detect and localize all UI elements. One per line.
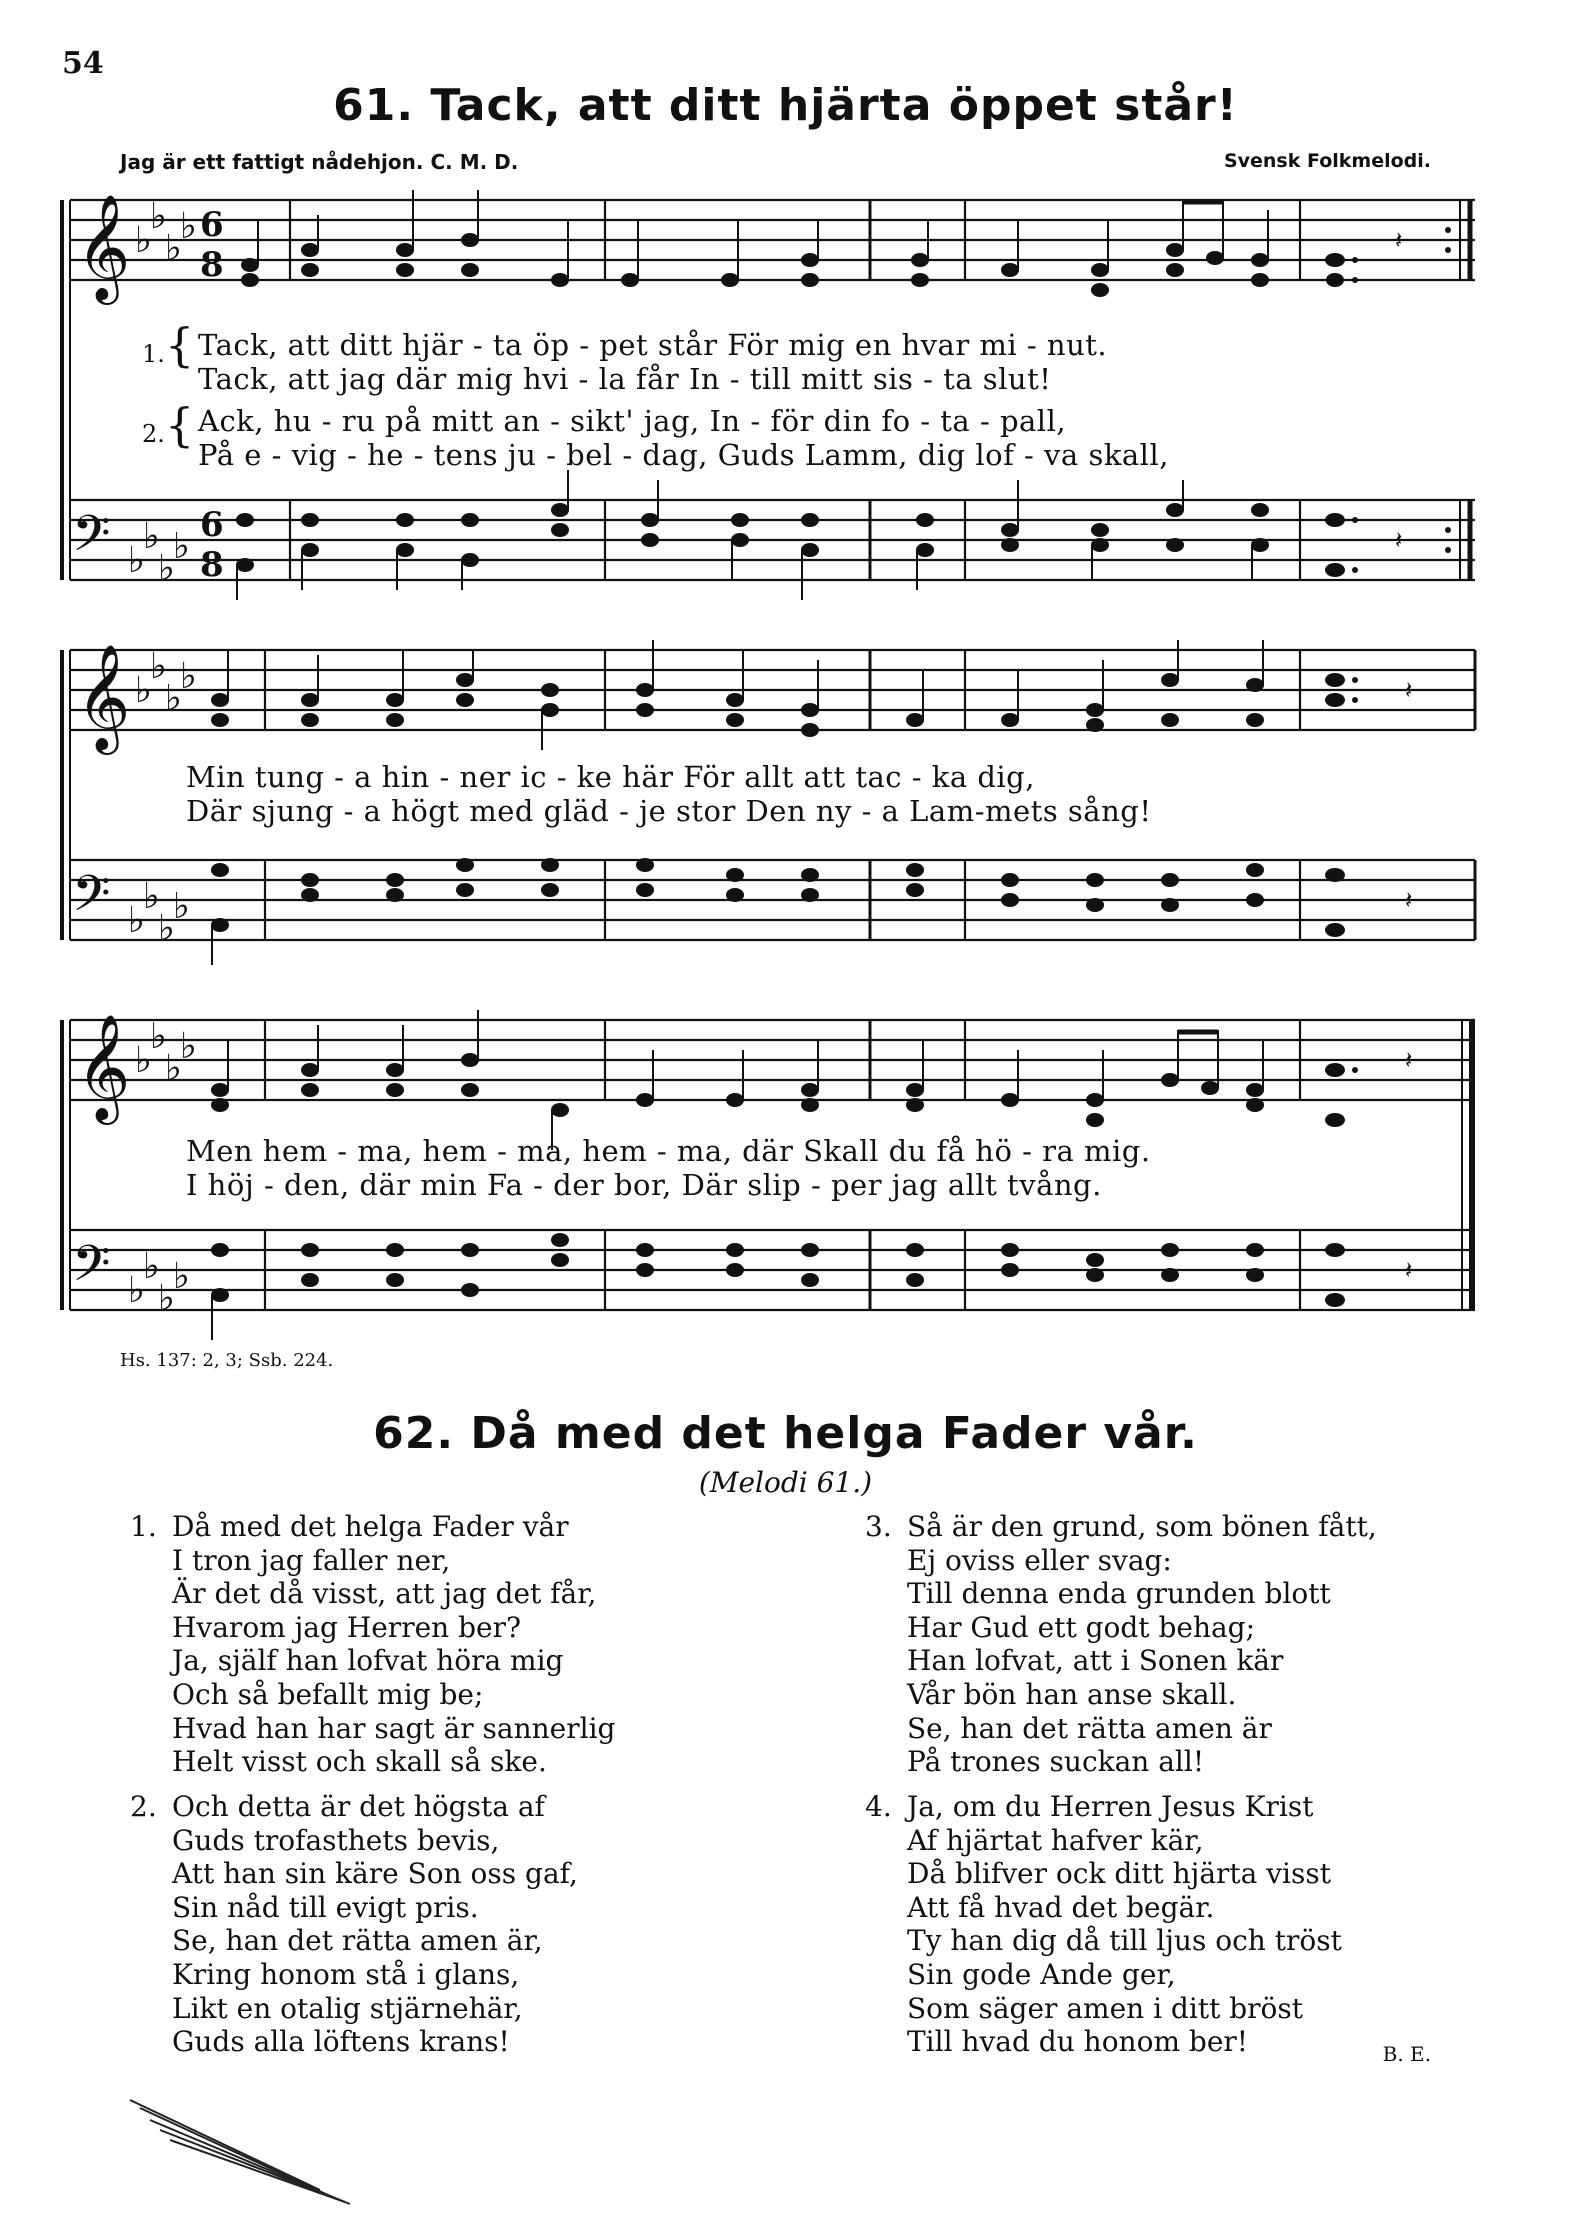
- svg-text:♭: ♭: [173, 526, 190, 567]
- svg-text:𝄢: 𝄢: [72, 865, 111, 935]
- verse-text: [172, 1510, 615, 1779]
- verse-line: Ja, själf han lofvat höra mig: [172, 1644, 564, 1678]
- svg-text:♭: ♭: [128, 1270, 145, 1311]
- time-signature-bass: [200, 505, 224, 585]
- bass-clef-icon: [72, 865, 111, 935]
- verse-text: [907, 1510, 1377, 1779]
- treble-staff-lines: [70, 1020, 1475, 1100]
- verse-line: Är det då visst, att jag det får,: [172, 1577, 597, 1611]
- verse-line: På trones suckan all!: [907, 1745, 1205, 1779]
- lyric-line: På e - vig - he - tens ju - bel - dag, Guds Lamm, dig lof - va skall,: [198, 438, 1169, 472]
- svg-text:♭: ♭: [173, 1256, 190, 1297]
- verse-line: Han lofvat, att i Sonen kär: [907, 1644, 1284, 1678]
- verse-line: Så är den grund, som bönen fått,: [907, 1510, 1377, 1543]
- scan-smudge: [120, 2090, 360, 2210]
- verse-line: Att få hvad det begär.: [907, 1890, 1215, 1924]
- svg-text:𝄽: 𝄽: [1395, 526, 1403, 554]
- bass-clef-icon: [72, 1235, 111, 1305]
- lyric-line: Ack, hu - ru på mitt an - sikt' jag, In - för din fo - ta - pall,: [198, 404, 1067, 438]
- hymn-61-tune-reference: Jag är ett fattigt nådehjon. C. M. D.: [120, 150, 519, 174]
- bass-clef-icon: [72, 505, 111, 575]
- verse-line: Guds alla löftens krans!: [172, 2025, 510, 2059]
- svg-text:♭: ♭: [150, 1016, 167, 1057]
- verse-line: Ja, om du Herren Jesus Krist: [907, 1790, 1314, 1823]
- svg-text:♭: ♭: [180, 656, 197, 697]
- key-signature-flats-treble: [135, 1016, 197, 1089]
- bass-staff-lines: [70, 860, 1475, 940]
- verse-line: Se, han det rätta amen är,: [172, 1924, 543, 1958]
- lyric-line: Tack, att ditt hjär - ta öp - pet står För mig en hvar mi - nut.: [198, 328, 1108, 362]
- verse-line: Ty han dig då till ljus och tröst: [907, 1924, 1342, 1958]
- verse-text: [172, 1790, 578, 2059]
- treble-clef-icon: [76, 643, 130, 755]
- treble-clef-icon: [76, 193, 130, 305]
- svg-text:♭: ♭: [173, 886, 190, 927]
- verse-line: Och så befallt mig be;: [172, 1677, 484, 1711]
- bass-staff-lines: [70, 1230, 1475, 1310]
- verse-number: 2.: [130, 1790, 157, 1823]
- verse-line: Att han sin käre Son oss gaf,: [172, 1857, 578, 1891]
- svg-text:6: 6: [200, 505, 224, 545]
- time-signature-treble: [200, 205, 224, 285]
- verse-line: Till hvad du honom ber!: [907, 2025, 1249, 2059]
- svg-text:𝄢: 𝄢: [72, 1235, 111, 1305]
- verse-line: Då blifver ock ditt hjärta visst: [907, 1857, 1332, 1891]
- verse-line: I tron jag faller ner,: [172, 1543, 451, 1577]
- lyric-line: Min tung - a hin - ner ic - ke här För allt att tac - ka dig,: [186, 760, 1035, 794]
- svg-text:8: 8: [200, 245, 224, 285]
- key-signature-flats-treble: [135, 196, 197, 269]
- svg-text:♭: ♭: [128, 540, 145, 581]
- svg-text:𝄽: 𝄽: [1405, 886, 1413, 914]
- verse-line: Sin gode Ande ger,: [907, 1957, 1176, 1991]
- verse-line: Kring honom stå i glans,: [172, 1957, 520, 1991]
- lyric-line: Tack, att jag där mig hvi - la får In - till mitt sis - ta slut!: [198, 362, 1052, 396]
- hymn-61-cross-reference: Hs. 137: 2, 3; Ssb. 224.: [120, 1350, 334, 1371]
- bass-notes: [211, 858, 1412, 965]
- treble-staff-lines: [70, 650, 1475, 730]
- svg-text:♭: ♭: [143, 876, 160, 917]
- svg-text:𝄞: 𝄞: [76, 1013, 131, 1120]
- svg-text:♭: ♭: [158, 908, 175, 949]
- key-signature-flats-bass: [128, 876, 190, 949]
- verse-line: Som säger amen i ditt bröst: [907, 1991, 1304, 2025]
- treble-staff-lines: [70, 200, 1475, 280]
- verse-line: Till denna enda grunden blott: [907, 1577, 1331, 1611]
- svg-text:𝄽: 𝄽: [1405, 1256, 1413, 1284]
- svg-text:♭: ♭: [165, 1048, 182, 1089]
- treble-clef-icon: [76, 1013, 130, 1125]
- svg-text:♭: ♭: [135, 220, 152, 261]
- verse-line: Af hjärtat hafver kär,: [907, 1823, 1204, 1857]
- verse-number: 3.: [865, 1510, 892, 1543]
- key-signature-flats-bass: [128, 516, 190, 589]
- svg-text:♭: ♭: [143, 1246, 160, 1287]
- svg-text:♭: ♭: [180, 1026, 197, 1067]
- verse-line: Guds trofasthets bevis,: [172, 1823, 500, 1857]
- verse-line: Hvarom jag Herren ber?: [172, 1610, 521, 1644]
- hymn-62-title: 62. Då med det helga Fader vår.: [373, 1408, 1198, 1459]
- key-signature-flats-treble: [135, 646, 197, 719]
- treble-notes: [211, 640, 1412, 750]
- svg-text:♭: ♭: [150, 646, 167, 687]
- verse-number: 4.: [865, 1790, 892, 1823]
- hymn-61-melody-source: Svensk Folkmelodi.: [1223, 150, 1431, 172]
- svg-text:8: 8: [200, 545, 224, 585]
- verse-line: Vår bön han anse skall.: [907, 1677, 1237, 1711]
- svg-text:♭: ♭: [143, 516, 160, 557]
- svg-text:♭: ♭: [180, 206, 197, 247]
- hymn-62-melody-note: (Melodi 61.): [698, 1466, 873, 1499]
- svg-text:𝄢: 𝄢: [72, 505, 111, 575]
- svg-text:♭: ♭: [158, 548, 175, 589]
- key-signature-flats-bass: [128, 1246, 190, 1319]
- svg-text:♭: ♭: [165, 678, 182, 719]
- verse-number: 1.: [130, 1510, 157, 1543]
- page-number: 54: [62, 46, 104, 81]
- verse-line: Har Gud ett godt behag;: [907, 1610, 1256, 1644]
- svg-text:𝄽: 𝄽: [1405, 1046, 1413, 1074]
- verse-line: Sin nåd till evigt pris.: [172, 1890, 479, 1924]
- svg-text:𝄞: 𝄞: [76, 193, 131, 300]
- verse-line: Ej oviss eller svag:: [907, 1543, 1172, 1577]
- verse-line: Och detta är det högsta af: [172, 1790, 545, 1823]
- svg-text:♭: ♭: [158, 1278, 175, 1319]
- lyric-line: Men hem - ma, hem - ma, hem - ma, där Skall du få hö - ra mig.: [186, 1134, 1151, 1168]
- svg-text:𝄞: 𝄞: [76, 643, 131, 750]
- lyric-line: Där sjung - a högt med gläd - je stor Den ny - a Lam-mets sång!: [186, 794, 1152, 828]
- svg-text:♭: ♭: [150, 196, 167, 237]
- svg-text:♭: ♭: [128, 900, 145, 941]
- verse-text: [907, 1790, 1342, 2059]
- verse-line: Helt visst och skall så ske.: [172, 1745, 547, 1779]
- svg-text:♭: ♭: [135, 1040, 152, 1081]
- svg-text:𝄽: 𝄽: [1395, 226, 1403, 254]
- svg-text:𝄽: 𝄽: [1405, 676, 1413, 704]
- author-initials: B. E.: [1382, 2042, 1431, 2066]
- lyric-line: I höj - den, där min Fa - der bor, Där slip - per jag allt tvång.: [186, 1168, 1102, 1202]
- svg-text:♭: ♭: [165, 228, 182, 269]
- hymn-61-title: 61. Tack, att ditt hjärta öppet står!: [333, 80, 1238, 131]
- verse-line: Då med det helga Fader vår: [172, 1510, 569, 1543]
- svg-text:6: 6: [200, 205, 224, 245]
- verse-line: Likt en otalig stjärnehär,: [172, 1991, 523, 2025]
- verse-number-1: 1.: [142, 340, 165, 368]
- svg-text:♭: ♭: [135, 670, 152, 711]
- verse-line: Se, han det rätta amen är: [907, 1711, 1272, 1745]
- verse-number-2: 2.: [142, 420, 165, 448]
- verse-line: Hvad han har sagt är sannerlig: [172, 1711, 616, 1745]
- lyric-brace: {: [165, 398, 195, 452]
- lyric-brace: {: [165, 318, 195, 372]
